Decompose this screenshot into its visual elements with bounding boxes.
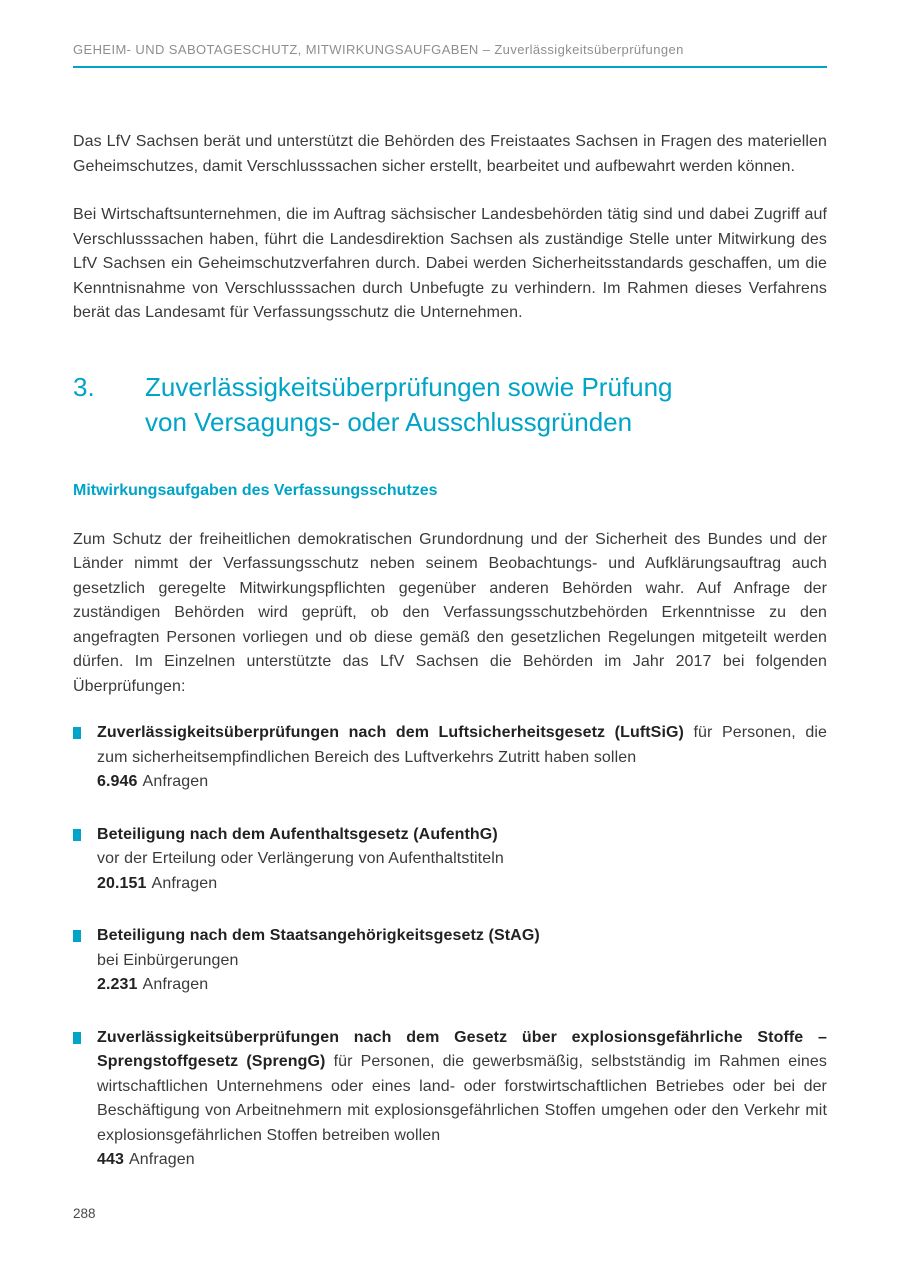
list-item-rest: für Personen, die gewerbsmäßig, selbstständig im Rahmen eines wirtschaftlichen Unternehmens oder eines land- oder forstwirtschaftlichen Betriebes oder bei der Beschäftigung von Arbeitnehmern mit explosionsgefährlichen Stoffen umgehen oder den Verkehr mit explosionsgefährlichen Stoffen betreiben wollen xyxy=(97,1053,828,1144)
list-item-text xyxy=(97,1026,827,1149)
list-item-text xyxy=(97,721,827,770)
request-count: 20.151 xyxy=(97,874,147,892)
verification-list xyxy=(73,721,827,1173)
list-item-luftsig xyxy=(73,721,827,795)
intro-paragraph-1: Das LfV Sachsen berät und unterstützt die Behörden des Freistaates Sachsen in Fragen des materiellen Geheimschutzes, damit Verschlusssachen sicher erstellt, bearbeitet und aufbewahrt werden können. xyxy=(73,133,827,175)
request-count: 443 xyxy=(97,1151,124,1168)
section-title xyxy=(145,370,673,440)
page-header xyxy=(73,42,827,68)
section-body-paragraph: Zum Schutz der freiheitlichen demokratischen Grundordnung und der Sicherheit des Bundes und der Länder nimmt der Verfassungsschutz neben seinem Beobachtungs- und Aufklärungsauftrag auch gesetzlich geregelte Mitwirkungspflichten gegenüber anderen Behörden wahr. Auf Anfrage der zuständigen Behörden wird geprüft, ob den Verfassungsschutzbehörden Erkenntnisse zu den angefragten Personen vorliegen und ob diese gemäß den gesetzlichen Regelungen mitgeteilt werden dürfen. Im Einzelnen unterstützte das LfV Sachsen die Behörden im Jahr 2017 bei folgenden Überprüfungen: xyxy=(73,530,827,695)
list-item-text xyxy=(97,924,827,949)
list-item-aufenthg xyxy=(73,823,827,897)
section-subheading: Mitwirkungsaufgaben des Verfassungsschutzes xyxy=(73,481,438,499)
list-item-rest: für Personen, die zum sicherheitsempfindlichen Bereich des Luftverkehrs Zutritt haben sollen xyxy=(97,724,827,766)
request-count-label: Anfragen xyxy=(129,1151,195,1168)
bullet-square-icon xyxy=(73,1032,81,1044)
request-count-label: Anfragen xyxy=(142,773,209,790)
list-item-count-line xyxy=(97,973,827,998)
list-item-stag xyxy=(73,924,827,998)
list-item-line2: vor der Erteilung oder Verlängerung von Aufenthaltstiteln xyxy=(97,850,504,867)
list-item-count-line xyxy=(97,872,827,897)
intro-paragraph-2: Bei Wirtschaftsunternehmen, die im Auftrag sächsischer Landesbehörden tätig sind und dabei Zugriff auf Verschlusssachen haben, führt die Landesdirektion Sachsen als zuständige Stelle unter Mitwirkung des LfV Sachsen ein Geheimschutzverfahren durch. Dabei werden Sicherheitsstandards geschaffen, um die Kenntnisnahme von Verschlusssachen durch Unbefugte zu verhindern. Im Rahmen dieses Verfahrens berät das Landesamt für Verfassungsschutz die Unternehmen. xyxy=(73,206,827,321)
list-item-count-line xyxy=(97,770,827,795)
section-heading xyxy=(73,370,827,440)
list-item-count-line xyxy=(97,1148,827,1173)
running-header: GEHEIM- UND SABOTAGESCHUTZ, MITWIRKUNGSAUFGABEN – Zuverlässigkeitsüberprüfungen xyxy=(73,42,684,57)
request-count-label: Anfragen xyxy=(142,976,209,993)
bullet-square-icon xyxy=(73,829,81,841)
list-item-sprengg xyxy=(73,1026,827,1173)
request-count-label: Anfragen xyxy=(151,874,218,892)
bullet-square-icon xyxy=(73,930,81,942)
list-item-text xyxy=(97,823,827,848)
header-rule xyxy=(73,66,827,68)
list-item-lead: Zuverlässigkeitsüberprüfungen nach dem Luftsicherheitsgesetz (LuftSiG) xyxy=(97,724,684,741)
list-item-lead: Beteiligung nach dem Staatsangehörigkeitsgesetz (StAG) xyxy=(97,927,540,944)
list-item-line2: bei Einbürgerungen xyxy=(97,951,239,969)
page-content xyxy=(73,130,827,1173)
list-item-lead: Zuverlässigkeitsüberprüfungen nach dem Gesetz über explosionsgefährliche Stoffe – Sprengstoffgesetz (SprengG) xyxy=(97,1028,827,1070)
list-item-lead: Beteiligung nach dem Aufenthaltsgesetz (AufenthG) xyxy=(97,825,498,843)
section-title-line-2: von Versagungs- oder Ausschlussgründen xyxy=(145,406,633,437)
request-count: 6.946 xyxy=(97,773,138,790)
section-number: 3. xyxy=(73,371,95,402)
request-count: 2.231 xyxy=(97,976,138,993)
page-number: 288 xyxy=(73,1206,96,1221)
bullet-square-icon xyxy=(73,727,81,739)
section-title-line-1: Zuverlässigkeitsüberprüfungen sowie Prüfung xyxy=(145,371,673,402)
